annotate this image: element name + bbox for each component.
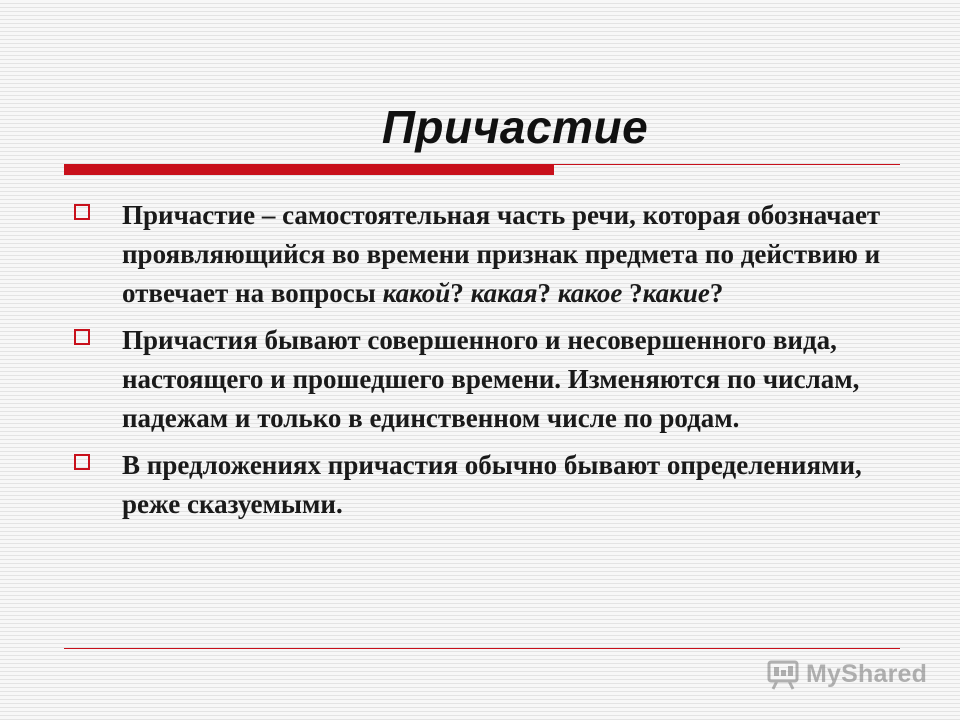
bullet-text	[122, 446, 902, 524]
watermark-logo	[766, 654, 927, 694]
title-underline-bar	[64, 164, 554, 175]
bullet-text-run: ?	[537, 278, 558, 308]
bullet-text-run: ?	[450, 278, 471, 308]
bullet-text	[122, 321, 902, 438]
bullet-item-2	[72, 321, 902, 438]
bullet-list	[72, 196, 902, 532]
bullet-text-run: Причастие – самостоятельная часть речи, которая обозначает проявляющийся во времени признак предмета по действию и отвечает на вопросы	[122, 200, 881, 308]
bullet-text-run: ?	[622, 278, 643, 308]
slide-title: Причастие	[381, 101, 649, 153]
bullet-text-italic-run: какая	[470, 278, 538, 308]
bullet-text-italic-run: какое	[557, 278, 623, 308]
bullet-text-run: В предложениях причастия обычно бывают определениями, реже сказуемыми.	[122, 450, 862, 519]
bullet-item-1	[72, 196, 902, 313]
hollow-square-bullet-icon	[74, 204, 90, 220]
bullet-text-run: ?	[709, 278, 724, 308]
bullet-text-run: Причастия бывают совершенного и несовершенного вида, настоящего и прошедшего времени. Изменяются по числам, падежам и только в единственном числе по родам.	[122, 325, 860, 433]
bullet-item-3	[72, 446, 902, 524]
presentation-board-icon	[766, 657, 800, 691]
bullet-text-italic-run: какой	[382, 278, 451, 308]
title-divider-line	[554, 164, 900, 165]
bullet-text	[122, 196, 902, 313]
hollow-square-bullet-icon	[74, 329, 90, 345]
hollow-square-bullet-icon	[74, 454, 90, 470]
watermark-text: MyShared	[806, 659, 928, 688]
bullet-text-italic-run: какие	[642, 278, 710, 308]
footer-divider-line	[64, 648, 900, 649]
